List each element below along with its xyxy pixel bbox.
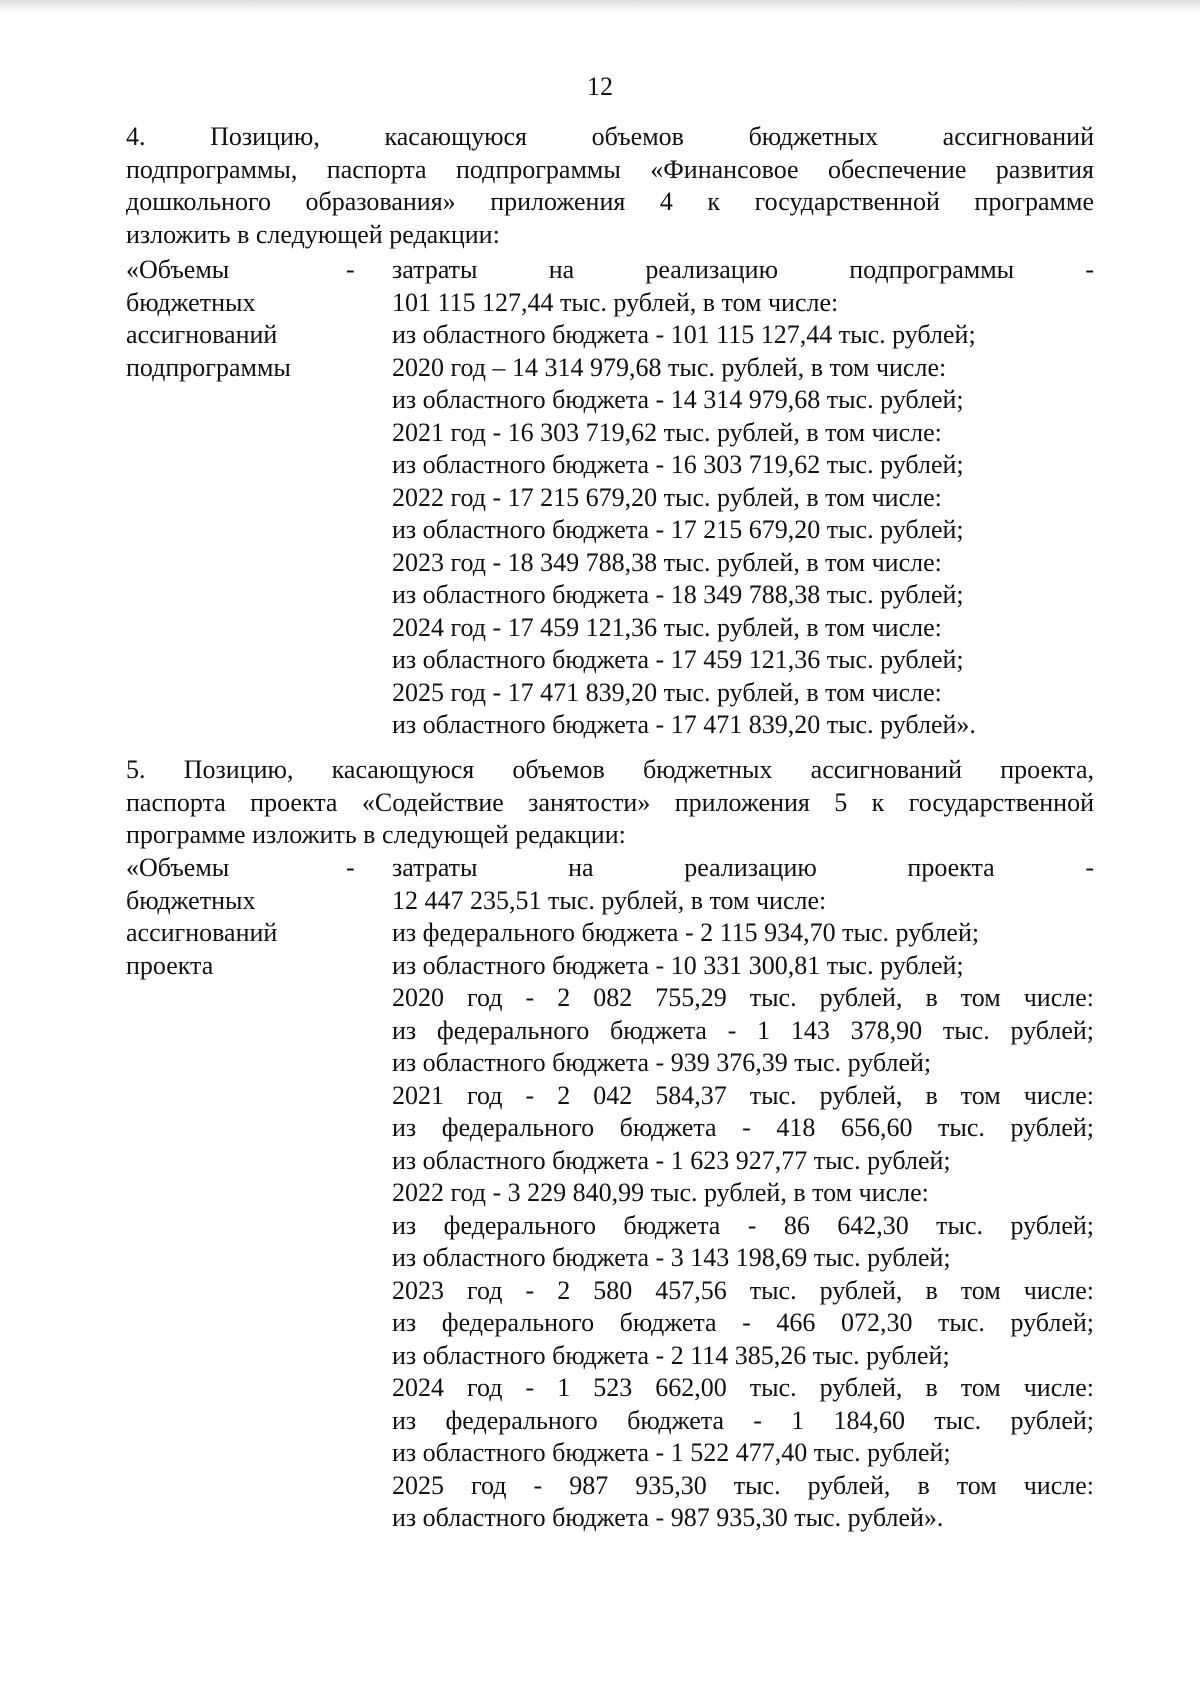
section-4-line: дошкольного образования» приложения 4 к государственной программе xyxy=(126,187,1094,216)
content-line: из областного бюджета - 10 331 300,81 тыс. рублей; xyxy=(392,950,964,980)
content-line: из областного бюджета - 939 376,39 тыс. рублей; xyxy=(392,1048,932,1077)
content-line: 12 447 235,51 тыс. рублей, в том числе: xyxy=(392,885,827,915)
section-4-line: подпрограммы, паспорта подпрограммы «Финансовое обеспечение развития xyxy=(126,154,1094,184)
content-line: 2023 год - 18 349 788,38 тыс. рублей, в том числе: xyxy=(392,547,942,577)
content-line: затраты на реализацию проекта - xyxy=(392,853,1094,882)
label-line: бюджетных xyxy=(126,287,256,317)
label-line: «Объемы xyxy=(126,255,230,284)
content-line: 101 115 127,44 тыс. рублей, в том числе: xyxy=(392,287,839,317)
scan-edge xyxy=(0,0,1200,14)
content-line: из областного бюджета - 17 459 121,36 тыс. рублей; xyxy=(392,645,964,674)
content-line: из федерального бюджета - 1 184,60 тыс. рублей; xyxy=(392,1405,1094,1435)
content-line: 2025 год - 17 471 839,20 тыс. рублей, в том числе: xyxy=(392,677,942,707)
label-line: проекта xyxy=(126,950,214,980)
label-line: бюджетных xyxy=(126,885,256,915)
section-4-content xyxy=(392,254,1094,742)
content-line: из федерального бюджета - 418 656,60 тыс. рублей; xyxy=(392,1113,1094,1142)
content-line: 2023 год - 2 580 457,56 тыс. рублей, в том числе: xyxy=(392,1275,1094,1305)
content-line: 2020 год - 2 082 755,29 тыс. рублей, в том числе: xyxy=(392,983,1094,1012)
section-5-content xyxy=(392,852,1094,1535)
page-number: 12 xyxy=(587,72,613,101)
section-5-line: паспорта проекта «Содействие занятости» приложения 5 к государственной xyxy=(126,787,1094,817)
content-line: из областного бюджета - 101 115 127,44 тыс. рублей; xyxy=(392,320,976,349)
section-5-line: 5. Позицию, касающуюся объемов бюджетных ассигнований проекта, xyxy=(126,755,1094,784)
separator-dash: - xyxy=(346,853,355,882)
content-line: 2025 год - 987 935,30 тыс. рублей, в том числе: xyxy=(392,1470,1094,1500)
section-5-line: программе изложить в следующей редакции: xyxy=(126,820,626,849)
content-line: 2024 год - 17 459 121,36 тыс. рублей, в том числе: xyxy=(392,612,942,642)
content-line: 2022 год - 17 215 679,20 тыс. рублей, в том числе: xyxy=(392,482,942,512)
label-line: ассигнований xyxy=(126,320,278,349)
content-line: из областного бюджета - 16 303 719,62 тыс. рублей; xyxy=(392,450,964,479)
section-4-paragraph xyxy=(126,121,1094,251)
separator-dash: - xyxy=(346,255,355,284)
content-line: 2020 год – 14 314 979,68 тыс. рублей, в том числе: xyxy=(392,352,947,382)
content-line: из федерального бюджета - 2 115 934,70 тыс. рублей; xyxy=(392,918,980,947)
content-line: из областного бюджета - 17 215 679,20 тыс. рублей; xyxy=(392,515,964,544)
section-4-label xyxy=(126,254,326,384)
content-line: из федерального бюджета - 86 642,30 тыс. рублей; xyxy=(392,1210,1094,1240)
content-line: 2024 год - 1 523 662,00 тыс. рублей, в том числе: xyxy=(392,1373,1094,1402)
content-line: из федерального бюджета - 1 143 378,90 тыс. рублей; xyxy=(392,1015,1094,1045)
content-line: из областного бюджета - 1 522 477,40 тыс. рублей; xyxy=(392,1438,951,1467)
content-line: из областного бюджета - 1 623 927,77 тыс. рублей; xyxy=(392,1145,951,1175)
content-line: из областного бюджета - 18 349 788,38 тыс. рублей; xyxy=(392,580,964,609)
label-line: ассигнований xyxy=(126,918,278,947)
content-line: 2022 год - 3 229 840,99 тыс. рублей, в том числе: xyxy=(392,1178,929,1207)
label-line: подпрограммы xyxy=(126,352,291,382)
section-4-line: 4. Позицию, касающуюся объемов бюджетных ассигнований xyxy=(126,122,1094,151)
content-line: 2021 год - 16 303 719,62 тыс. рублей, в том числе: xyxy=(392,417,942,447)
content-line: из областного бюджета - 987 935,30 тыс. рублей». xyxy=(392,1503,944,1532)
section-5-paragraph xyxy=(126,754,1094,852)
label-line: «Объемы xyxy=(126,853,230,882)
section-5-label xyxy=(126,852,326,982)
content-line: затраты на реализацию подпрограммы - xyxy=(392,255,1094,284)
content-line: из областного бюджета - 17 471 839,20 тыс. рублей». xyxy=(392,710,976,739)
content-line: из областного бюджета - 14 314 979,68 тыс. рублей; xyxy=(392,385,964,414)
content-line: 2021 год - 2 042 584,37 тыс. рублей, в том числе: xyxy=(392,1080,1094,1110)
content-line: из областного бюджета - 2 114 385,26 тыс. рублей; xyxy=(392,1340,950,1370)
content-line: из федерального бюджета - 466 072,30 тыс. рублей; xyxy=(392,1308,1094,1337)
section-4-line: изложить в следующей редакции: xyxy=(126,219,500,249)
content-line: из областного бюджета - 3 143 198,69 тыс. рублей; xyxy=(392,1243,951,1272)
